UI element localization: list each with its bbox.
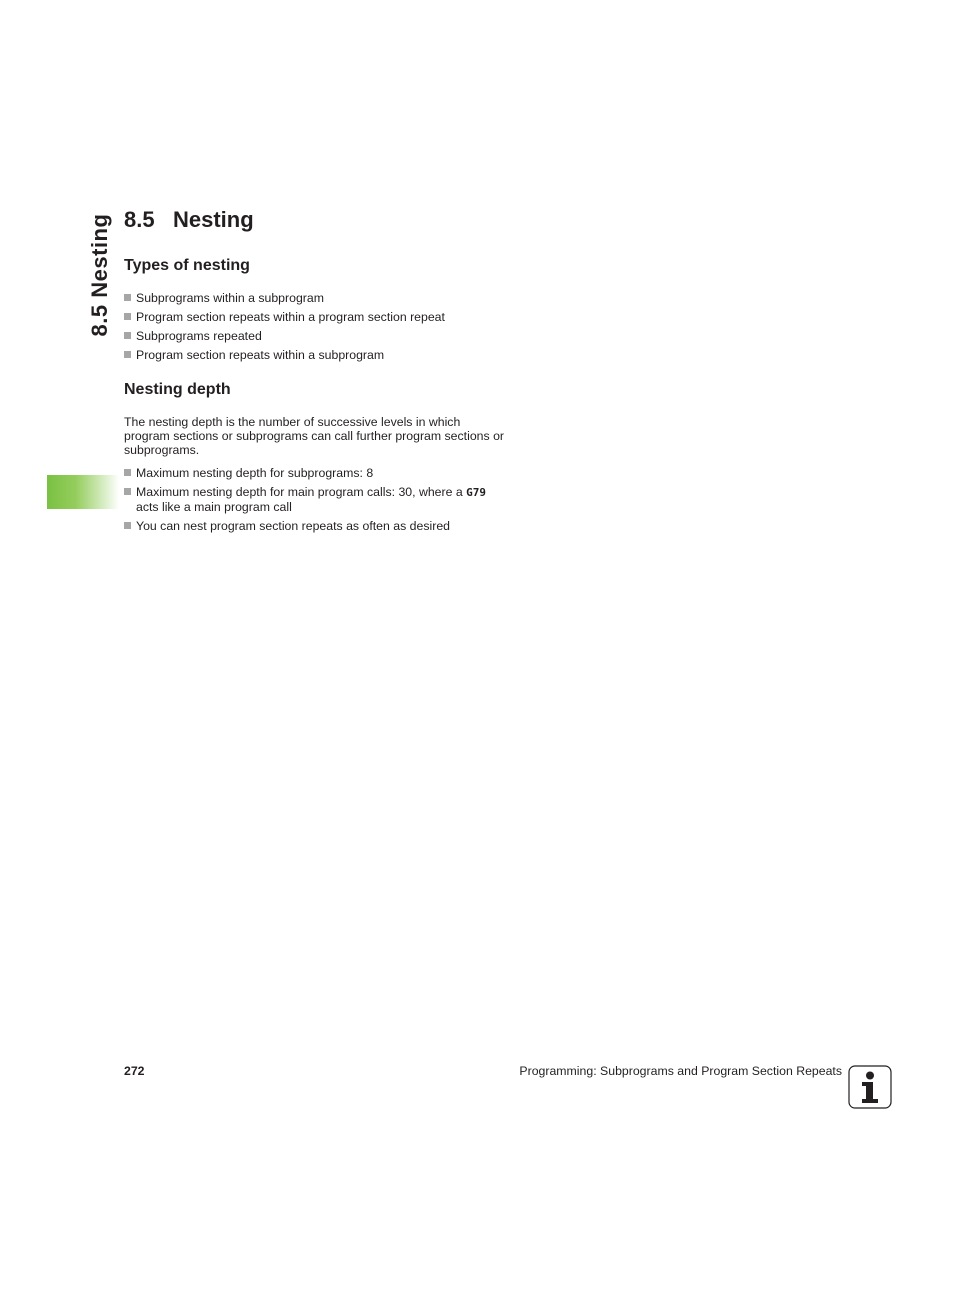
square-bullet-icon — [124, 522, 131, 529]
square-bullet-icon — [124, 332, 131, 339]
nesting-depth-paragraph: The nesting depth is the number of successive levels in which program sections or subprograms can call further program sections or subprograms. — [124, 415, 504, 457]
chapter-marker — [47, 475, 119, 509]
list-item: Subprograms repeated — [124, 329, 445, 348]
square-bullet-icon — [124, 294, 131, 301]
code-g79: G79 — [466, 486, 486, 499]
section-number: 8.5 — [124, 207, 155, 232]
list-item: Subprograms within a subprogram — [124, 291, 445, 310]
list-item: Maximum nesting depth for subprograms: 8 — [124, 466, 486, 480]
list-item: Program section repeats within a subprogram — [124, 348, 445, 367]
list-item: Program section repeats within a program section repeat — [124, 310, 445, 329]
side-tab-label: 8.5 Nesting — [87, 213, 112, 337]
types-of-nesting-heading: Types of nesting — [124, 257, 250, 274]
section-title-text: Nesting — [173, 207, 254, 232]
nesting-depth-heading: Nesting depth — [124, 381, 231, 398]
square-bullet-icon — [124, 313, 131, 320]
section-title — [124, 207, 254, 233]
list-item: You can nest program section repeats as often as desired — [124, 519, 486, 533]
list-item: Maximum nesting depth for main program calls: 30, where a G79 acts like a main program call — [124, 485, 486, 514]
square-bullet-icon — [124, 351, 131, 358]
types-of-nesting-list — [124, 291, 445, 367]
footer-chapter-title: Programming: Subprograms and Program Section Repeats — [519, 1064, 842, 1078]
square-bullet-icon — [124, 488, 131, 495]
page-number: 272 — [124, 1064, 145, 1078]
nesting-depth-list — [124, 466, 486, 538]
square-bullet-icon — [124, 469, 131, 476]
info-icon — [848, 1065, 892, 1109]
